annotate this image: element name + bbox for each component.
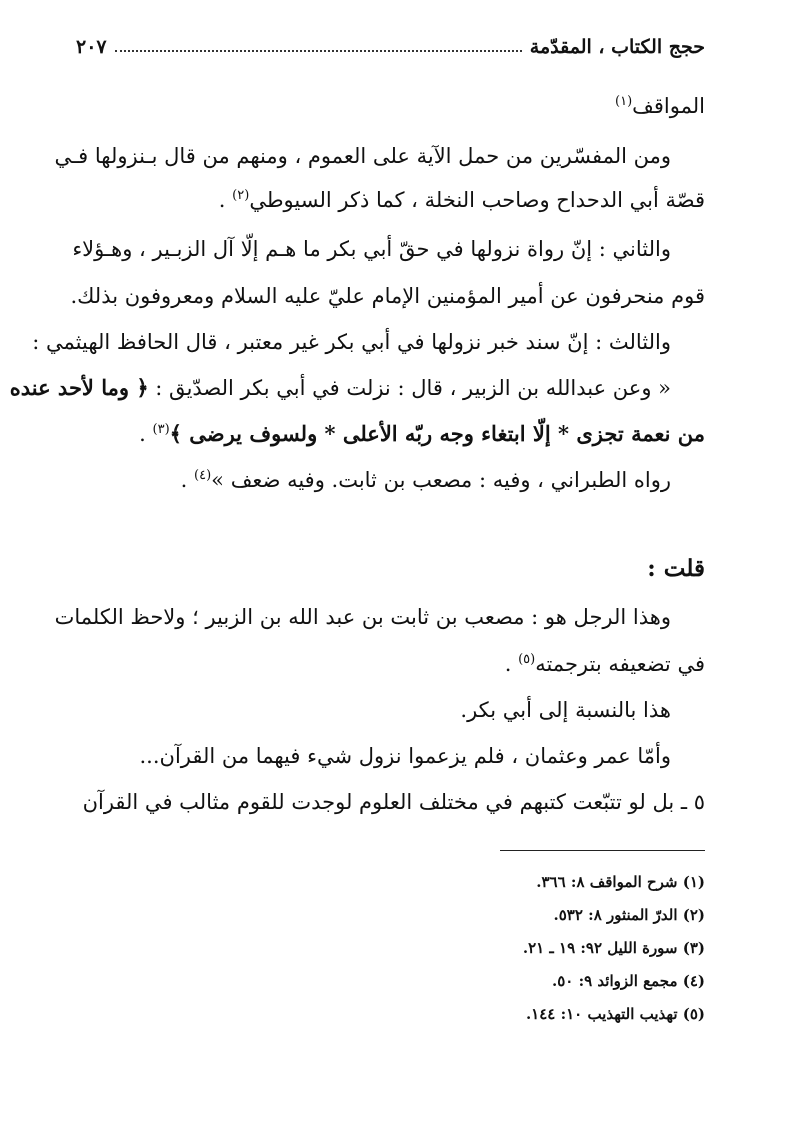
text-segment: . [504, 652, 512, 676]
quran-quote: ﴿ وما لأحد عنده [9, 375, 149, 400]
text-line-6: والثالث : إنّ سند خبر نزولها في أبي بكر غير معتبر ، قال الحافظ الهيثمي : [32, 330, 671, 354]
header-dot-leader [115, 50, 522, 52]
text-segment: . [139, 422, 146, 446]
text-line-8 [139, 420, 705, 448]
text-line-11 [505, 650, 705, 678]
footnote-1: (١) شرح المواقف ٨: ٣٦٦. [536, 873, 705, 891]
text-segment: قصّة أبي الدحداح وصاحب النخلة ، كما ذكر السيوطي [249, 188, 705, 212]
footnote-ref-2[interactable]: (٢) [232, 188, 250, 203]
text-segment: « وعن عبدالله بن الزبير ، قال : نزلت في أبي بكر الصدّيق : [148, 376, 671, 400]
text-line-3 [219, 186, 705, 214]
section-heading: قلت : [647, 555, 705, 582]
running-header [76, 30, 705, 64]
footnote-divider [500, 850, 705, 851]
text-line-2: ومن المفسّرين من حمل الآية على العموم ، ومنهم من قال بـنزولها فـي [54, 144, 671, 168]
text-line-14: ٥ ـ بل لو تتبّعت كتبهم في مختلف العلوم لوجدت للقوم مثالب في القرآن [82, 790, 705, 814]
text-line-4: والثاني : إنّ رواة نزولها في حقّ أبي بكر ما هـم إلّا آل الزبـير ، وهـؤلاء [72, 237, 671, 261]
text-line-12: هذا بالنسبة إلى أبي بكر. [460, 698, 671, 722]
footnote-ref-5[interactable]: (٥) [518, 652, 536, 667]
text-line-9 [181, 466, 671, 494]
text-line-13: وأمّا عمر وعثمان ، فلم يزعموا نزول شيء فيهما من القرآن... [139, 744, 671, 768]
text-line-1 [615, 92, 705, 120]
footnote-ref-3[interactable]: (٣) [152, 422, 170, 437]
text-line-10: وهذا الرجل هو : مصعب بن ثابت بن عبد الله بن الزبير ؛ ولاحظ الكلمات [54, 605, 671, 629]
footnote-3: (٣) سورة الليل ٩٢: ١٩ ـ ٢١. [522, 939, 705, 957]
footnote-4: (٤) مجمع الزوائد ٩: ٥٠. [552, 972, 705, 990]
text-segment: . [218, 188, 226, 212]
text-line-5: قوم منحرفون عن أمير المؤمنين الإمام عليّ عليه السلام ومعروفون بذلك. [70, 284, 705, 308]
footnote-ref-1[interactable]: (١) [615, 94, 633, 109]
footnote-5: (٥) تهذيب التهذيب ١٠: ١٤٤. [525, 1005, 705, 1023]
footnote-ref-4[interactable]: (٤) [194, 468, 212, 483]
header-title: حجج الكتاب ، المقدّمة [529, 36, 705, 58]
text-segment: رواه الطبراني ، وفيه : مصعب بن ثابت. وفيه ضعف » [211, 468, 671, 492]
text-segment: المواقف [632, 94, 705, 118]
text-segment: . [180, 468, 188, 492]
text-line-7 [9, 374, 671, 402]
footnote-2: (٢) الدرّ المنثور ٨: ٥٣٢. [553, 906, 705, 924]
text-segment: في تضعيفه بترجمته [535, 652, 705, 676]
page-number: ٢٠٧ [76, 36, 107, 58]
quran-quote: من نعمة تجزى * إلّا ابتغاء وجه ربّه الأعلى * ولسوف يرضى ﴾ [169, 421, 705, 446]
